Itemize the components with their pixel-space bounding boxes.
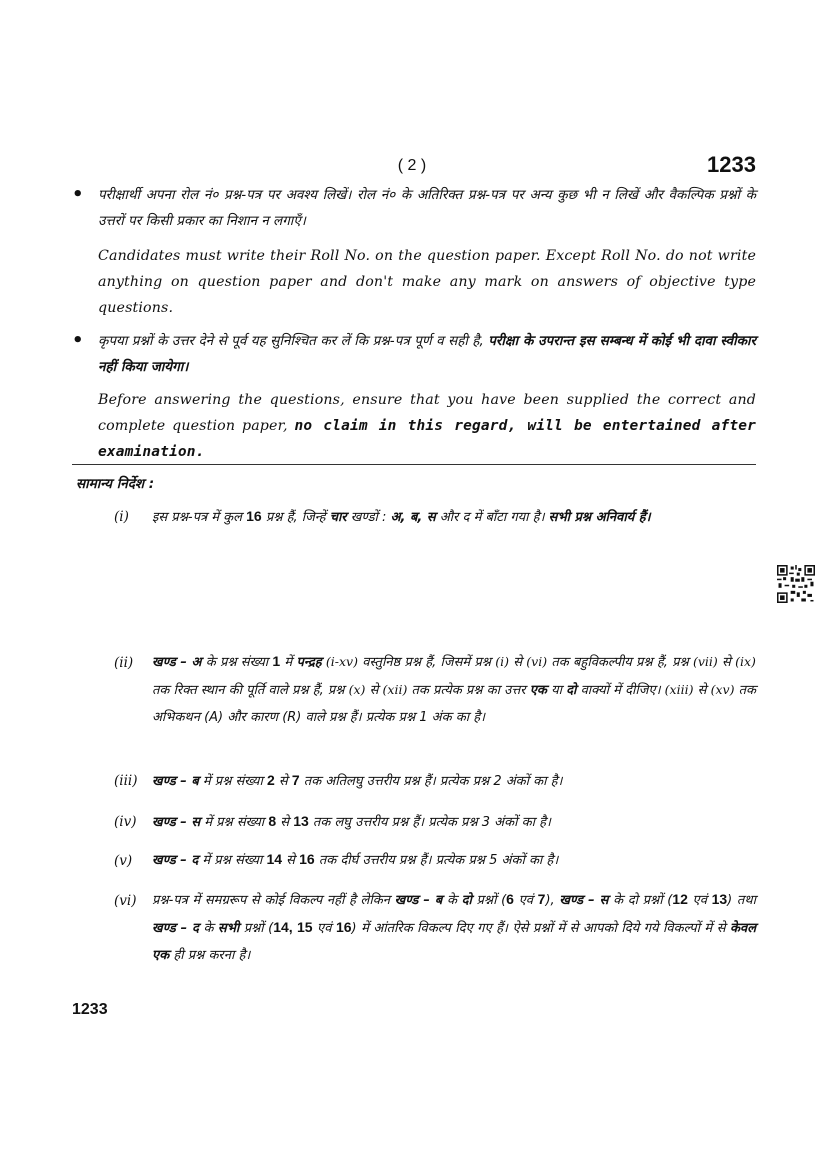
- instruction-item-vi: प्रश्न-पत्र में समग्ररूप से कोई विकल्प नहीं है लेकिन खण्ड – ब के दो प्रश्नों (6 एवं 7), खण्ड – स के दो प्रश्नों (12 एवं 13) तथा खण्ड – द के सभी प्रश्नों (14, 15 एवं 16) में आंतरिक विकल्प दिए गए हैं। ऐसे प्रश्नों में से आपको दिये गये विकल्पों में से केवल एक ही प्रश्न करना है।: [152, 891, 757, 963]
- instruction-item-iv: खण्ड – स में प्रश्न संख्या 8 से 13 तक लघु उत्तरीय प्रश्न हैं। प्रत्येक प्रश्न 3 अंकों का है।: [152, 813, 551, 830]
- footer-paper-code: 1233: [72, 1001, 108, 1018]
- divider: [72, 464, 756, 465]
- qr-code-icon: [777, 565, 815, 603]
- instruction-2-english-text: Before answering the questions, ensure that you have been supplied the correct and complete question paper,: [98, 392, 756, 434]
- instruction-2-hindi-text: कृपया प्रश्नों के उत्तर देने से पूर्व यह सुनिश्चित कर लें कि प्रश्न-पत्र पूर्ण व सही है,: [98, 333, 484, 349]
- instruction-1-english: Candidates must write their Roll No. on the question paper. Except Roll No. do not write anything on question paper and don't make any mark on answers of objective type questions.: [98, 248, 756, 316]
- page-number: ( 2 ): [397, 157, 427, 174]
- instruction-item-ii: खण्ड – अ के प्रश्न संख्या 1 में पन्द्रह (i-xv) वस्तुनिष्ठ प्रश्न हैं, जिसमें प्रश्न (i) से (vi) तक बहुविकल्पीय प्रश्न हैं, प्रश्न (vii) से (ix) तक रिक्त स्थान की पूर्ति वाले प्रश्न हैं, प्रश्न (x) से (xii) तक प्रत्येक प्रश्न का उत्तर एक या दो वाक्यों में दीजिए। (xiii) से (xv) तक अभिकथन (A) और कारण (R) वाले प्रश्न हैं। प्रत्येक प्रश्न 1 अंक का है।: [152, 653, 757, 725]
- instruction-item-v: खण्ड – द में प्रश्न संख्या 14 से 16 तक दीर्घ उत्तरीय प्रश्न हैं। प्रत्येक प्रश्न 5 अंकों का है।: [152, 851, 559, 868]
- instruction-2-english-bold: no claim in this regard, will be entertained after examination.: [98, 418, 756, 460]
- instruction-2-hindi: [98, 328, 756, 380]
- instruction-1-hindi: परीक्षार्थी अपना रोल नं० प्रश्न-पत्र पर अवश्य लिखें। रोल नं० के अतिरिक्त प्रश्न-पत्र पर अन्य कुछ भी न लिखें और वैकल्पिक प्रश्नों के उत्तरों पर किसी प्रकार का निशान न लगाएँ।: [98, 187, 756, 229]
- general-instructions-heading: सामान्य निर्देश :: [76, 476, 155, 492]
- item-number: (vi): [114, 893, 137, 909]
- instruction-2-english: [98, 387, 756, 465]
- item-number: (iv): [114, 814, 137, 830]
- bullet-icon: •: [72, 184, 84, 205]
- paper-code: 1233: [707, 152, 756, 177]
- item-number: (ii): [114, 655, 134, 671]
- instruction-item-iii: खण्ड – ब में प्रश्न संख्या 2 से 7 तक अतिलघु उत्तरीय प्रश्न हैं। प्रत्येक प्रश्न 2 अंकों का है।: [152, 772, 563, 789]
- item-number: (v): [114, 853, 133, 869]
- item-number: (iii): [114, 773, 138, 789]
- instruction-item-i: इस प्रश्न-पत्र में कुल 16 प्रश्न हैं, जिन्हें चार खण्डों : अ, ब, स और द में बाँटा गया है। सभी प्रश्न अनिवार्य हैं।: [152, 508, 651, 525]
- instruction-2-hindi-bold: परीक्षा के उपरान्त इस सम्बन्ध में कोई भी दावा स्वीकार नहीं किया जायेगा।: [98, 333, 756, 375]
- bullet-icon: •: [72, 330, 84, 351]
- item-number: (i): [114, 509, 129, 525]
